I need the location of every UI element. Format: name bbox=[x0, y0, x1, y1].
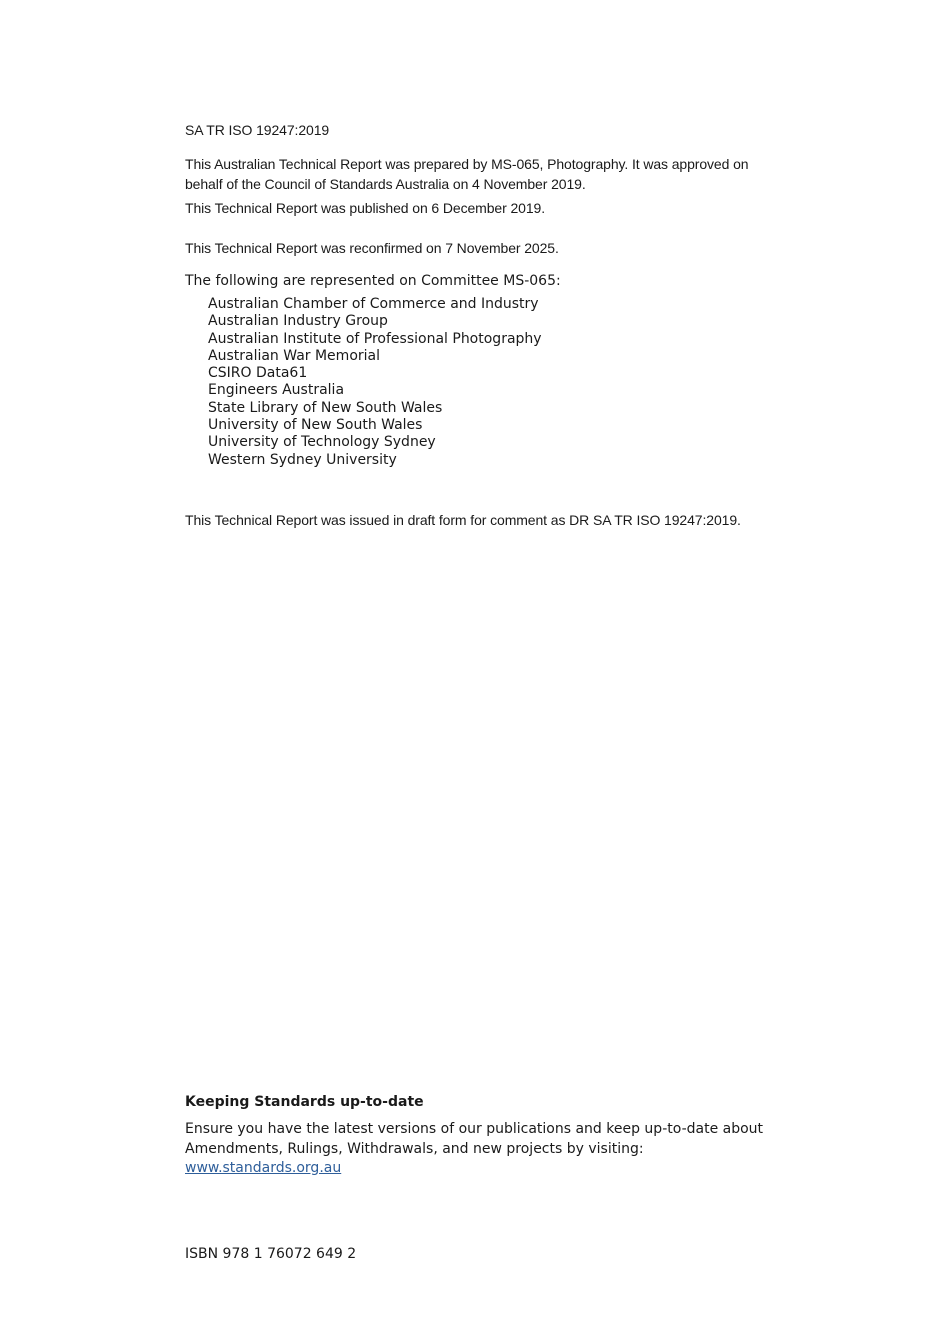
committee-member: Engineers Australia bbox=[208, 382, 345, 399]
committee-member: Western Sydney University bbox=[208, 451, 397, 468]
standards-website-link[interactable]: www.standards.org.au bbox=[185, 1160, 342, 1176]
committee-member: Australian Chamber of Commerce and Industry bbox=[208, 296, 539, 312]
committee-member: University of Technology Sydney bbox=[208, 434, 436, 451]
document-id: SA TR ISO 19247:2019 bbox=[185, 122, 330, 138]
keeping-standards-heading: Keeping Standards up-to-date bbox=[185, 1094, 424, 1110]
committee-member-list bbox=[208, 296, 542, 469]
draft-statement: This Technical Report was issued in draft form for comment as DR SA TR ISO 19247:2019. bbox=[185, 512, 741, 528]
committee-member: State Library of New South Wales bbox=[208, 399, 443, 416]
committee-member: Australian War Memorial bbox=[208, 347, 380, 364]
isbn-number: ISBN 978 1 76072 649 2 bbox=[185, 1246, 357, 1262]
keeping-standards-text: Ensure you have the latest versions of our publications and keep up-to-date about Amendments, Rulings, Withdrawals, and new projects by visiting: bbox=[185, 1121, 764, 1157]
reconfirmed-statement: This Technical Report was reconfirmed on 7 November 2025. bbox=[185, 240, 559, 256]
committee-member: CSIRO Data61 bbox=[208, 365, 308, 382]
committee-member: Australian Institute of Professional Photography bbox=[208, 330, 542, 347]
approval-statement: This Australian Technical Report was prepared by MS-065, Photography. It was approved on behalf of the Council of Standards Australia on 4 November 2019. bbox=[185, 156, 749, 192]
committee-member: Australian Industry Group bbox=[208, 313, 388, 330]
committee-member: University of New South Wales bbox=[208, 417, 423, 434]
published-statement: This Technical Report was published on 6 December 2019. bbox=[185, 200, 546, 216]
committee-heading: The following are represented on Committee MS-065: bbox=[185, 273, 561, 289]
keeping-standards-body bbox=[185, 1120, 785, 1179]
